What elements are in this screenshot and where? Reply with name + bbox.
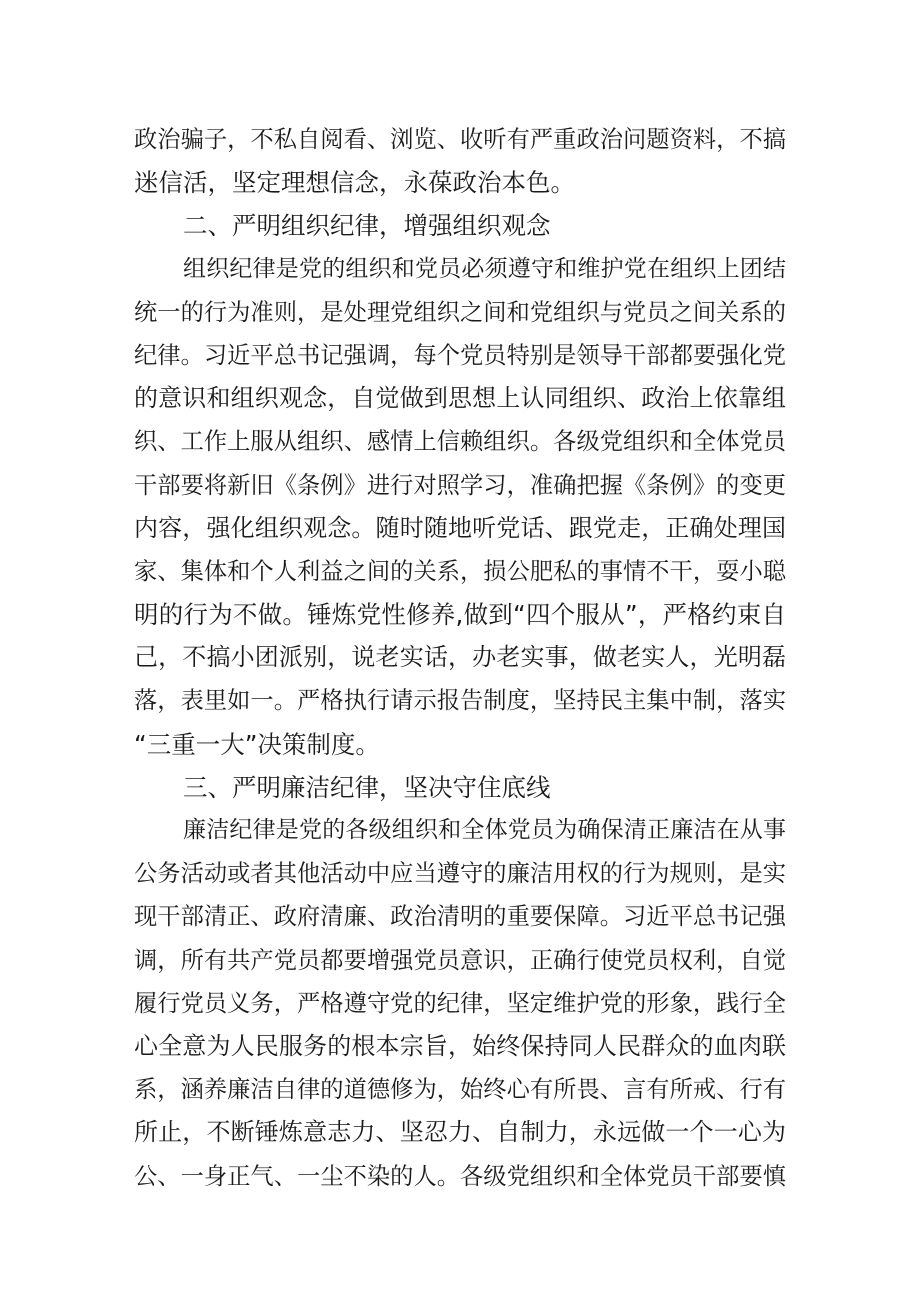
paragraph-first-line: 组织纪律是党的组织和党员必须遵守和维护党在组织上团结 [183, 255, 786, 282]
text-line: 心全意为人民服务的根本宗旨，始终保持同人民群众的血肉联 [134, 1031, 786, 1060]
paragraph-first-line: 二、严明组织纪律，增强组织观念 [183, 211, 551, 241]
text-line: 家、集体和个人利益之间的关系，损公肥私的事情不干，耍小聪 [134, 557, 786, 585]
text-line: 现干部清正、政府清廉、政治清明的重要保障。习近平总书记强 [134, 903, 786, 931]
text-line: 系，涵养廉洁自律的道德修为，始终心有所畏、言有所戒、行有 [134, 1076, 786, 1104]
text-line: 纪律。习近平总书记强调，每个党员特别是领导干部都要强化党 [134, 341, 786, 369]
text-line: 明的行为不做。锤炼党性修养,做到“四个服从”，严格约束自 [134, 600, 786, 630]
document-body [134, 118, 786, 1198]
text-line: 的意识和组织观念，自觉做到思想上认同组织、政治上依靠组 [134, 384, 786, 413]
text-line: 内容，强化组织观念。随时随地听党话、跟党走，正确处理国 [134, 513, 786, 542]
text-line: 所止，不断锤炼意志力、坚忍力、自制力，永远做一个一心为 [134, 1118, 786, 1147]
text-line: 织、工作上服从组织、感情上信赖组织。各级党组织和全体党员 [134, 428, 786, 456]
text-line: 履行党员义务，严格遵守党的纪律，坚定维护党的形象，践行全 [134, 989, 786, 1017]
paragraph-first-line: 三、严明廉洁纪律，坚决守住底线 [183, 772, 551, 802]
text-line: 干部要将新旧《条例》进行对照学习，准确把握《条例》的变更 [134, 471, 786, 499]
text-line: “三重一大”决策制度。 [134, 729, 380, 759]
text-line: 迷信活，坚定理想信念，永葆政治本色。 [134, 168, 575, 198]
text-line: 调，所有共产党员都要增强党员意识，正确行使党员权利，自觉 [134, 946, 786, 974]
text-line: 己，不搞小团派别，说老实话，办老实事，做老实人，光明磊 [134, 643, 786, 672]
paragraph-first-line: 廉洁纪律是党的各级组织和全体党员为确保清正廉洁在从事 [183, 817, 786, 843]
text-line: 落，表里如一。严格执行请示报告制度，坚持民主集中制，落实 [134, 687, 786, 715]
text-line: 政治骗子，不私自阅看、浏览、收听有严重政治问题资料，不搞 [134, 126, 786, 153]
text-line: 公、一身正气、一尘不染的人。各级党组织和全体党员干部要慎 [134, 1162, 786, 1190]
text-line: 公务活动或者其他活动中应当遵守的廉洁用权的行为规则，是实 [134, 860, 786, 888]
text-line: 统一的行为准则，是处理党组织之间和党组织与党员之间关系的 [134, 298, 786, 326]
